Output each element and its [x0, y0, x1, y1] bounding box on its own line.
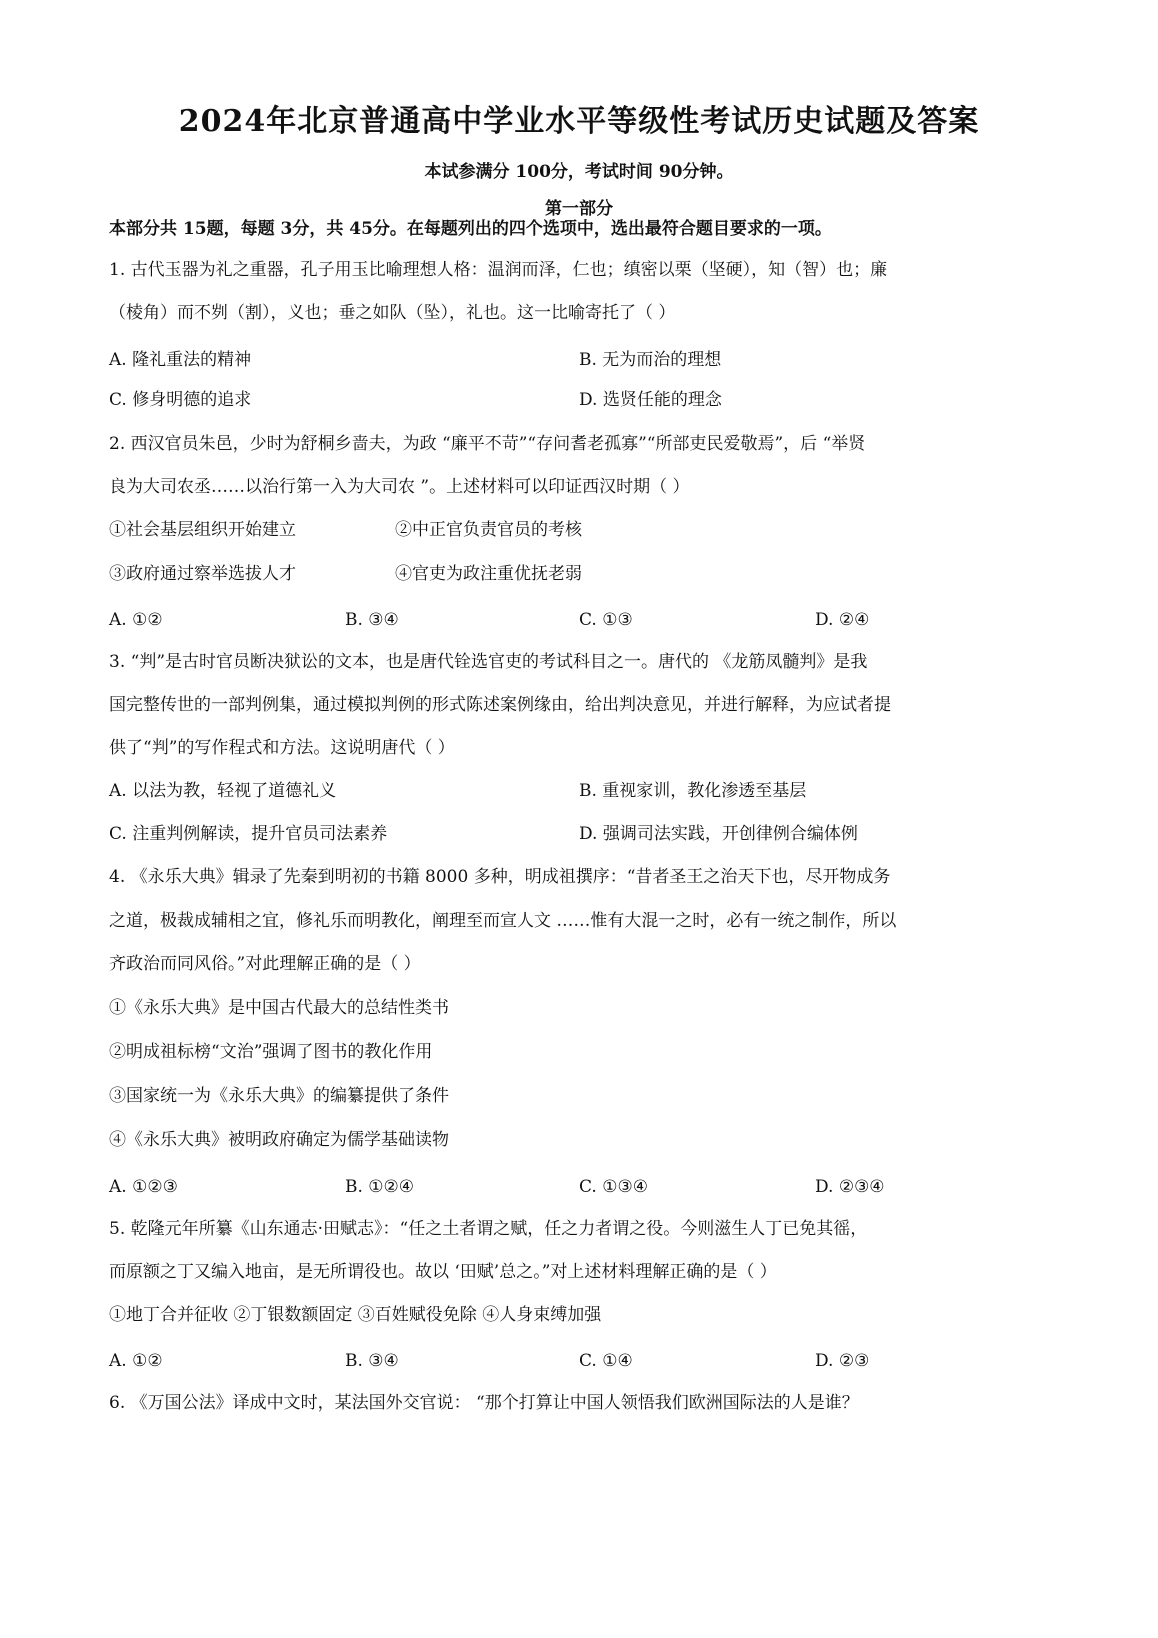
part-heading: 第一部分 — [545, 199, 613, 219]
q4-stem-line3: 齐政治而同风俗。”对此理解正确的是（ ） — [109, 954, 421, 974]
q2-option-b: B. ③④ — [345, 610, 399, 630]
q4-option-d: D. ②③④ — [815, 1177, 885, 1197]
q2-option-d: D. ②④ — [815, 610, 870, 630]
q2-statement-2: ②中正官负责官员的考核 — [395, 520, 582, 540]
q1-option-d: D. 选贤任能的理念 — [579, 390, 722, 410]
q3-stem-line1: 3. “判”是古时官员断决狱讼的文本，也是唐代铨选官吏的考试科目之一。唐代的 《龙筋凤髓判》是我 — [109, 652, 868, 672]
q5-option-d: D. ②③ — [815, 1351, 870, 1371]
q2-option-a: A. ①② — [109, 610, 163, 630]
q1-option-c: C. 修身明德的追求 — [109, 390, 252, 410]
q4-option-c: C. ①③④ — [579, 1177, 648, 1197]
q5-option-a: A. ①② — [109, 1351, 163, 1371]
q4-option-b: B. ①②④ — [345, 1177, 415, 1197]
q2-stem-line1: 2. 西汉官员朱邑，少时为舒桐乡啬夫，为政 “廉平不苛”“存问耆老孤寡”“所部吏民爱敬焉”，后 “举贤 — [109, 434, 866, 454]
q5-option-c: C. ①④ — [579, 1351, 633, 1371]
q1-stem-line1: 1. 古代玉器为礼之重器，孔子用玉比喻理想人格：温润而泽，仁也；缜密以栗（坚硬），知（智）也；廉 — [109, 260, 888, 280]
q3-option-c: C. 注重判例解读，提升官员司法素养 — [109, 824, 388, 844]
q2-statement-3: ③政府通过察举选拔人才 — [109, 564, 296, 584]
page-title: 2024年北京普通高中学业水平等级性考试历史试题及答案 — [178, 104, 980, 139]
part-instructions: 本部分共 15题，每题 3分，共 45分。在每题列出的四个选项中，选出最符合题目要求的一项。 — [109, 219, 832, 239]
q3-option-b: B. 重视家训，教化渗透至基层 — [579, 781, 807, 801]
q3-option-a: A. 以法为教，轻视了道德礼义 — [109, 781, 337, 801]
q1-option-b: B. 无为而治的理想 — [579, 350, 722, 370]
q2-option-c: C. ①③ — [579, 610, 633, 630]
q4-statement-3: ③国家统一为《永乐大典》的编纂提供了条件 — [109, 1086, 449, 1106]
q4-option-a: A. ①②③ — [109, 1177, 178, 1197]
q5-option-b: B. ③④ — [345, 1351, 399, 1371]
q1-option-a: A. 隆礼重法的精神 — [109, 350, 252, 370]
q4-stem-line2: 之道，极裁成辅相之宜，修礼乐而明教化，阐理至而宣人文 ……惟有大混一之时，必有一统之制作，所以 — [109, 911, 897, 931]
q1-stem-line2: （棱角）而不刿（割），义也；垂之如队（坠），礼也。这一比喻寄托了（ ） — [109, 303, 676, 323]
exam-info: 本试参满分 100分，考试时间 90分钟。 — [424, 162, 734, 182]
q4-statement-4: ④《永乐大典》被明政府确定为儒学基础读物 — [109, 1130, 449, 1150]
q2-stem-line2: 良为大司农丞……以治行第一入为大司农 ”。上述材料可以印证西汉时期（ ） — [109, 477, 690, 497]
q3-stem-line2: 国完整传世的一部判例集，通过模拟判例的形式陈述案例缘由，给出判决意见，并进行解释，为应试者提 — [109, 695, 891, 715]
q3-option-d: D. 强调司法实践，开创律例合编体例 — [579, 824, 858, 844]
q4-statement-2: ②明成祖标榜“文治”强调了图书的教化作用 — [109, 1042, 433, 1062]
q4-stem-line1: 4. 《永乐大典》辑录了先秦到明初的书籍 8000 多种，明成祖撰序：“昔者圣王之治天下也，尽开物成务 — [109, 867, 891, 887]
q4-statement-1: ①《永乐大典》是中国古代最大的总结性类书 — [109, 998, 449, 1018]
q3-stem-line3: 供了“判”的写作程式和方法。这说明唐代（ ） — [109, 738, 455, 758]
q5-stem-line2: 而原额之丁又编入地亩，是无所谓役也。故以 ‘田赋’总之。”对上述材料理解正确的是（ ） — [109, 1262, 777, 1282]
q5-statements: ①地丁合并征收 ②丁银数额固定 ③百姓赋役免除 ④人身束缚加强 — [109, 1305, 602, 1325]
q2-statement-4: ④官吏为政注重优抚老弱 — [395, 564, 582, 584]
q6-stem-line1: 6. 《万国公法》译成中文时，某法国外交官说： “那个打算让中国人领悟我们欧洲国际法的人是谁？ — [109, 1393, 859, 1413]
q2-statement-1: ①社会基层组织开始建立 — [109, 520, 296, 540]
q5-stem-line1: 5. 乾隆元年所纂《山东通志·田赋志》：“任之土者谓之赋，任之力者谓之役。今则滋生人丁已免其徭， — [109, 1219, 868, 1239]
